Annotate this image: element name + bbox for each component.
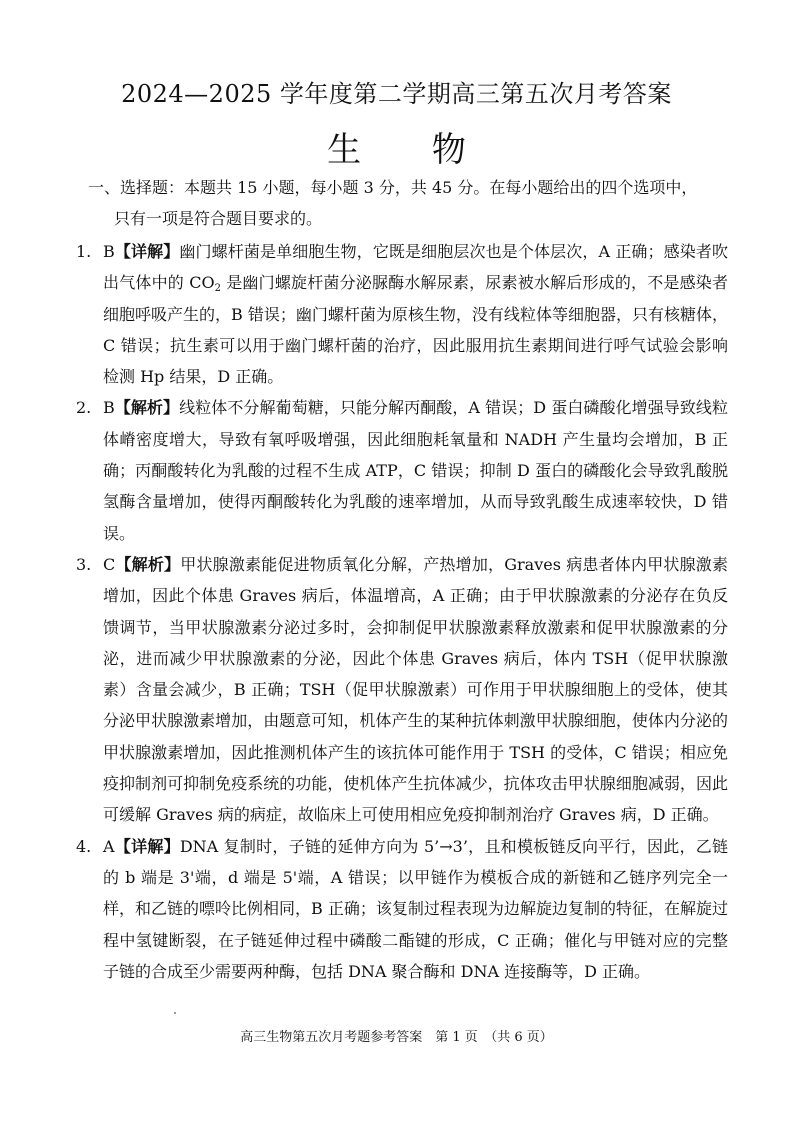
question-number: 1. xyxy=(76,242,92,261)
explanation-tag: 【详解】 xyxy=(114,242,180,261)
explanation-text: 幽门螺杆菌是单细胞生物，它既是细胞层次也是个体层次，A 正确；感染者吹出气体中的 CO xyxy=(103,242,728,293)
stray-dot xyxy=(174,1012,176,1014)
answer-letter: B xyxy=(103,242,115,261)
answer-letter: A xyxy=(103,836,115,856)
explanation-tag: 【解析】 xyxy=(114,398,180,418)
section-line-2: 只有一项是符合题目要求的。 xyxy=(114,209,323,228)
answer-letter: B xyxy=(103,398,115,418)
answer-item-2 xyxy=(76,392,728,548)
answer-item-4 xyxy=(76,831,728,987)
page-footer: 高三生物第五次月考题参考答案 第 1 页 （共 6 页） xyxy=(240,1030,553,1045)
page-title: 2024—2025 学年度第二学期高三第五次月考答案 xyxy=(121,80,672,108)
question-number: 2. xyxy=(76,398,92,418)
explanation-text: DNA 复制时，子链的延伸方向为 5’→3’，且和模板链反向平行，因此，乙链的 b 端是 3'端，d 端是 5'端，A 错误；以甲链作为模板合成的新链和乙链序列完全一样，和乙链的嘌呤比例相同，B 正确；该复制过程表现为边解旋边复制的特征，在解旋过程中氢键断裂，在子链延伸过程中磷酸二酯键的形成，C 正确；催化与甲链对应的完整子链的合成至少需要两种酶，包括 DNA 聚合酶和 DNA 连接酶等，D 正确。 xyxy=(103,836,728,981)
question-number: 3. xyxy=(76,554,92,574)
section-instructions xyxy=(88,172,728,234)
subscript: 2 xyxy=(214,283,221,295)
answer-letter: C xyxy=(103,554,116,574)
explanation-tag: 【解析】 xyxy=(115,554,181,574)
explanation-tag: 【详解】 xyxy=(114,836,180,856)
explanation-text: 线粒体不分解葡萄糖，只能分解丙酮酸，A 错误；D 蛋白磷酸化增强导致线粒体嵴密度增大，导致有氧呼吸增强，因此细胞耗氧量和 NADH 产生量均会增加，B 正确；丙酮酸转化为乳酸的过程不生成 ATP，C 错误；抑制 D 蛋白的磷酸化会导致乳酸脱氢酶含量增加，使得丙酮酸转化为乳酸的速率增加，从而导致乳酸生成速率较快，D 错误。 xyxy=(103,398,728,543)
answer-item-1 xyxy=(76,236,728,392)
question-number: 4. xyxy=(76,836,92,856)
section-line-1: 一、选择题：本题共 15 小题，每小题 3 分，共 45 分。在每小题给出的四个选项中， xyxy=(88,178,698,197)
explanation-text: 甲状腺激素能促进物质氧化分解，产热增加，Graves 病患者体内甲状腺激素增加，因此个体患 Graves 病后，体温增高，A 正确；由于甲状腺激素的分泌存在负反馈调节，当甲状腺激素分泌过多时，会抑制促甲状腺激素释放激素和促甲状腺激素的分泌，进而减少甲状腺激素的分泌，因此个体患 Graves 病后，体内 TSH（促甲状腺激素）含量会减少，B 正确；TSH（促甲状腺激素）可作用于甲状腺细胞上的受体，使其分泌甲状腺激素增加，由题意可知，机体产生的某种抗体刺激甲状腺细胞，使体内分泌的甲状腺激素增加，因此推测机体产生的该抗体可能作用于 TSH 的受体，C 错误；相应免疫抑制剂可抑制免疫系统的功能，使机体产生抗体减少，抗体攻击甲状腺细胞减弱，因此可缓解 Graves 病的病症，故临床上可使用相应免疫抑制剂治疗 Graves 病，D 正确。 xyxy=(103,554,728,825)
answer-list xyxy=(76,236,728,987)
answer-item-3 xyxy=(76,549,728,831)
explanation-text-cont: 是幽门螺旋杆菌分泌脲酶水解尿素，尿素被水解后形成的，不是感染者细胞呼吸产生的，B 错误；幽门螺杆菌为原核生物，没有线粒体等细胞器，只有核糖体，C 错误；抗生素可以用于幽门螺杆菌的治疗，因此服用抗生素期间进行呼气试验会影响检测 Hp 结果，D 正确。 xyxy=(103,273,728,387)
subject-heading: 生 物 xyxy=(327,130,496,170)
